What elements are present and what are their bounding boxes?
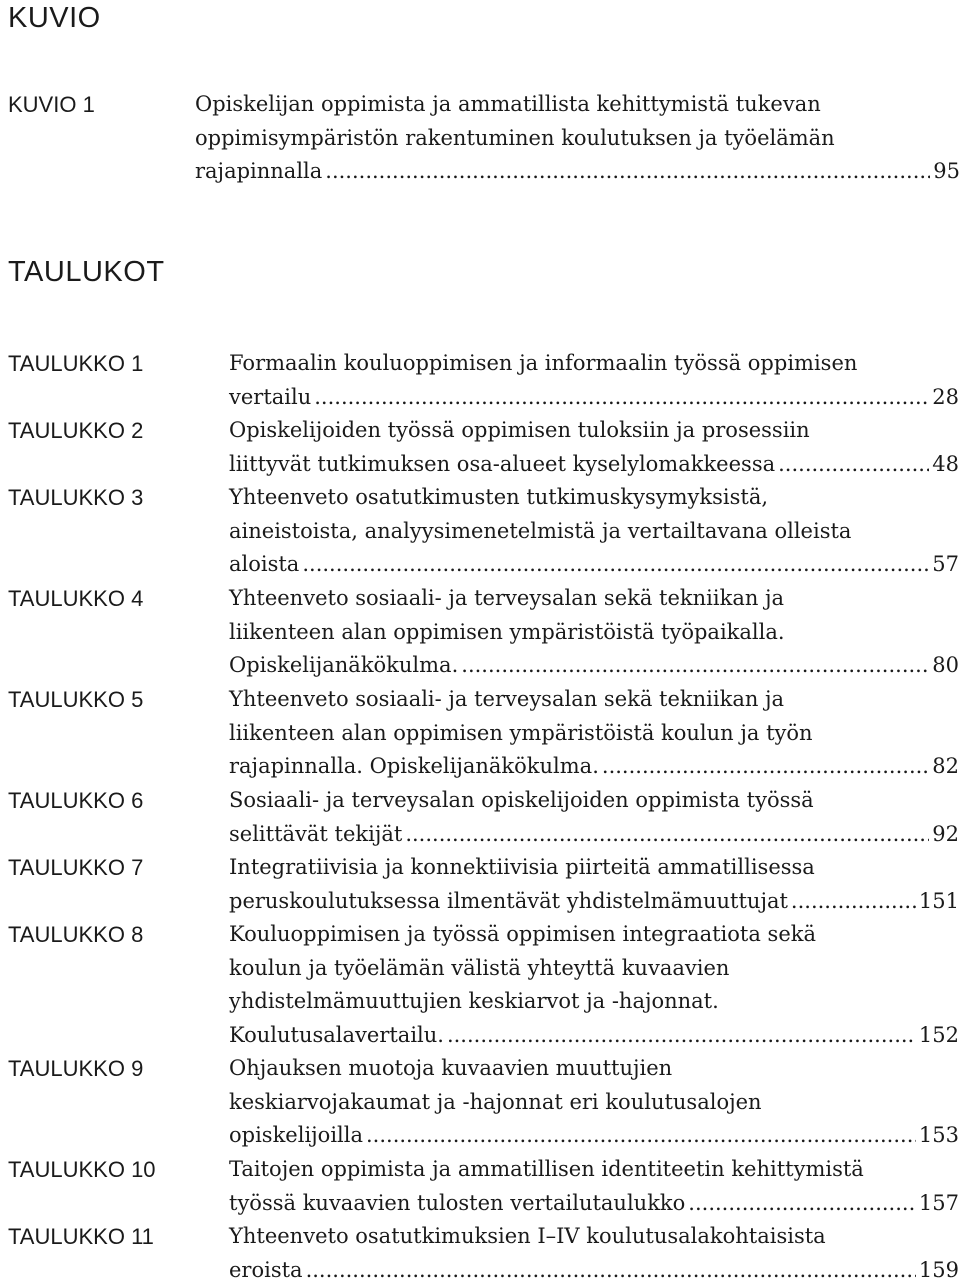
entry-title-line: liikenteen alan oppimisen ympäristöistä työpaikalla. bbox=[229, 619, 785, 644]
dot-leader bbox=[314, 381, 929, 415]
entry-title-line: työssä kuvaavien tulosten vertailutaulukko bbox=[229, 1190, 686, 1215]
entry-title-line: rajapinnalla. Opiskelijanäkökulma. bbox=[229, 754, 599, 779]
entry-title-last-line bbox=[229, 750, 959, 784]
dot-leader bbox=[306, 1254, 916, 1287]
entry-label: TAULUKKO 8 bbox=[8, 922, 144, 947]
entry-title-line: Opiskelijoiden työssä oppimisen tuloksiin ja prosessiin bbox=[229, 418, 810, 442]
entry-title-line: keskiarvojakaumat ja -hajonnat eri koulutusalojen bbox=[229, 1089, 762, 1114]
entry-title-line: liittyvät tutkimuksen osa-alueet kyselylomakkeessa bbox=[229, 451, 776, 476]
entry-title-line: Integratiivisia ja konnektiivisia piirteitä ammatillisessa bbox=[229, 855, 815, 879]
dot-leader bbox=[688, 1187, 916, 1221]
entry-title-last-line bbox=[195, 155, 960, 189]
entry-title bbox=[229, 1220, 959, 1287]
dot-leader bbox=[602, 750, 929, 784]
entry-title-last-line bbox=[229, 548, 959, 582]
entry-label: KUVIO 1 bbox=[8, 92, 95, 117]
page-number: 153 bbox=[918, 1123, 959, 1148]
page-number: 28 bbox=[932, 384, 959, 409]
entry-title-line: aloista bbox=[229, 552, 300, 577]
page-number: 82 bbox=[932, 754, 959, 779]
page-number: 157 bbox=[918, 1190, 959, 1215]
entry-label: TAULUKKO 10 bbox=[8, 1157, 156, 1182]
dot-leader bbox=[405, 818, 929, 852]
page-number: 151 bbox=[918, 888, 959, 913]
entry-title-last-line bbox=[229, 649, 959, 683]
entry-label: TAULUKKO 3 bbox=[8, 485, 144, 510]
dot-leader bbox=[325, 155, 930, 189]
entry-title bbox=[229, 347, 959, 414]
entry-title-last-line bbox=[229, 1187, 959, 1221]
entry-title bbox=[229, 918, 959, 1052]
entry-title-line: vertailu bbox=[229, 384, 312, 409]
dot-leader bbox=[302, 548, 929, 582]
entry-label: TAULUKKO 7 bbox=[8, 855, 144, 880]
entry-title-line: Yhteenveto osatutkimusten tutkimuskysymyksistä, bbox=[229, 485, 769, 509]
entry-title bbox=[229, 683, 959, 784]
entry-title-line: selittävät tekijät bbox=[229, 821, 403, 846]
entry-label: TAULUKKO 1 bbox=[8, 351, 144, 376]
page-number: 95 bbox=[933, 159, 960, 184]
page-number: 159 bbox=[918, 1257, 959, 1282]
dot-leader bbox=[366, 1119, 916, 1153]
entry-label: TAULUKKO 6 bbox=[8, 788, 144, 813]
entry-title-line: opiskelijoilla bbox=[229, 1123, 363, 1148]
entry-title-line: Koulutusalavertailu. bbox=[229, 1022, 444, 1047]
entry-title-line: peruskoulutuksessa ilmentävät yhdistelmämuuttujat bbox=[229, 888, 788, 913]
dot-leader bbox=[447, 1019, 916, 1053]
page-number: 57 bbox=[932, 552, 959, 577]
entry-title-line: Kouluoppimisen ja työssä oppimisen integraatiota sekä bbox=[229, 922, 817, 946]
entry-title-last-line bbox=[229, 1254, 959, 1287]
entry-label: TAULUKKO 4 bbox=[8, 586, 144, 611]
entry-title bbox=[229, 784, 959, 851]
dot-leader bbox=[778, 448, 929, 482]
entry-title bbox=[229, 481, 959, 582]
entry-title-last-line bbox=[229, 1019, 959, 1053]
entry-title-line: Sosiaali- ja terveysalan opiskelijoiden oppimista työssä bbox=[229, 788, 814, 812]
page-number: 80 bbox=[932, 653, 959, 678]
entry-title bbox=[229, 1153, 959, 1220]
entry-title bbox=[229, 582, 959, 683]
page-number: 48 bbox=[932, 451, 959, 476]
entry-title bbox=[229, 1052, 959, 1153]
entry-title-line: oppimisympäristön rakentuminen koulutuksen ja työelämän bbox=[195, 125, 835, 150]
dot-leader bbox=[791, 885, 916, 919]
entry-label: TAULUKKO 2 bbox=[8, 418, 144, 443]
entry-title-last-line bbox=[229, 818, 959, 852]
entry-title bbox=[195, 88, 960, 189]
entry-title bbox=[229, 851, 959, 918]
entry-title-last-line bbox=[229, 1119, 959, 1153]
entry-title-line: aineistoista, analyysimenetelmistä ja vertailtavana olleista bbox=[229, 518, 852, 543]
entry-title bbox=[229, 414, 959, 481]
entry-title-last-line bbox=[229, 448, 959, 482]
entry-title-line: Yhteenveto sosiaali- ja terveysalan sekä tekniikan ja bbox=[229, 687, 785, 711]
entry-title-line: liikenteen alan oppimisen ympäristöistä koulun ja työn bbox=[229, 720, 813, 745]
page-number: 152 bbox=[918, 1022, 959, 1047]
entry-title-line: Yhteenveto osatutkimuksien I–IV koulutusalakohtaisista bbox=[229, 1224, 826, 1248]
dot-leader bbox=[461, 649, 929, 683]
entry-title-line: yhdistelmämuuttujien keskiarvot ja -hajonnat. bbox=[229, 989, 719, 1014]
taulukot-heading: TAULUKOT bbox=[8, 256, 165, 288]
entry-label: TAULUKKO 5 bbox=[8, 687, 144, 712]
kuvio-heading: KUVIO bbox=[8, 2, 101, 34]
entry-label: TAULUKKO 9 bbox=[8, 1056, 144, 1081]
entry-title-line: rajapinnalla bbox=[195, 159, 323, 184]
entry-title-last-line bbox=[229, 381, 959, 415]
entry-title-line: eroista bbox=[229, 1257, 303, 1282]
entry-label: TAULUKKO 11 bbox=[8, 1224, 154, 1249]
page-number: 92 bbox=[932, 821, 959, 846]
entry-title-line: Opiskelijanäkökulma. bbox=[229, 653, 459, 678]
entry-title-line: Ohjauksen muotoja kuvaavien muuttujien bbox=[229, 1056, 673, 1080]
entry-title-line: Opiskelijan oppimista ja ammatillista kehittymistä tukevan bbox=[195, 92, 821, 116]
entry-title-line: Yhteenveto sosiaali- ja terveysalan sekä tekniikan ja bbox=[229, 586, 785, 610]
entry-title-last-line bbox=[229, 885, 959, 919]
entry-title-line: Formaalin kouluoppimisen ja informaalin työssä oppimisen bbox=[229, 351, 858, 375]
entry-title-line: koulun ja työelämän välistä yhteyttä kuvaavien bbox=[229, 955, 730, 980]
entry-title-line: Taitojen oppimista ja ammatillisen identiteetin kehittymistä bbox=[229, 1157, 864, 1181]
